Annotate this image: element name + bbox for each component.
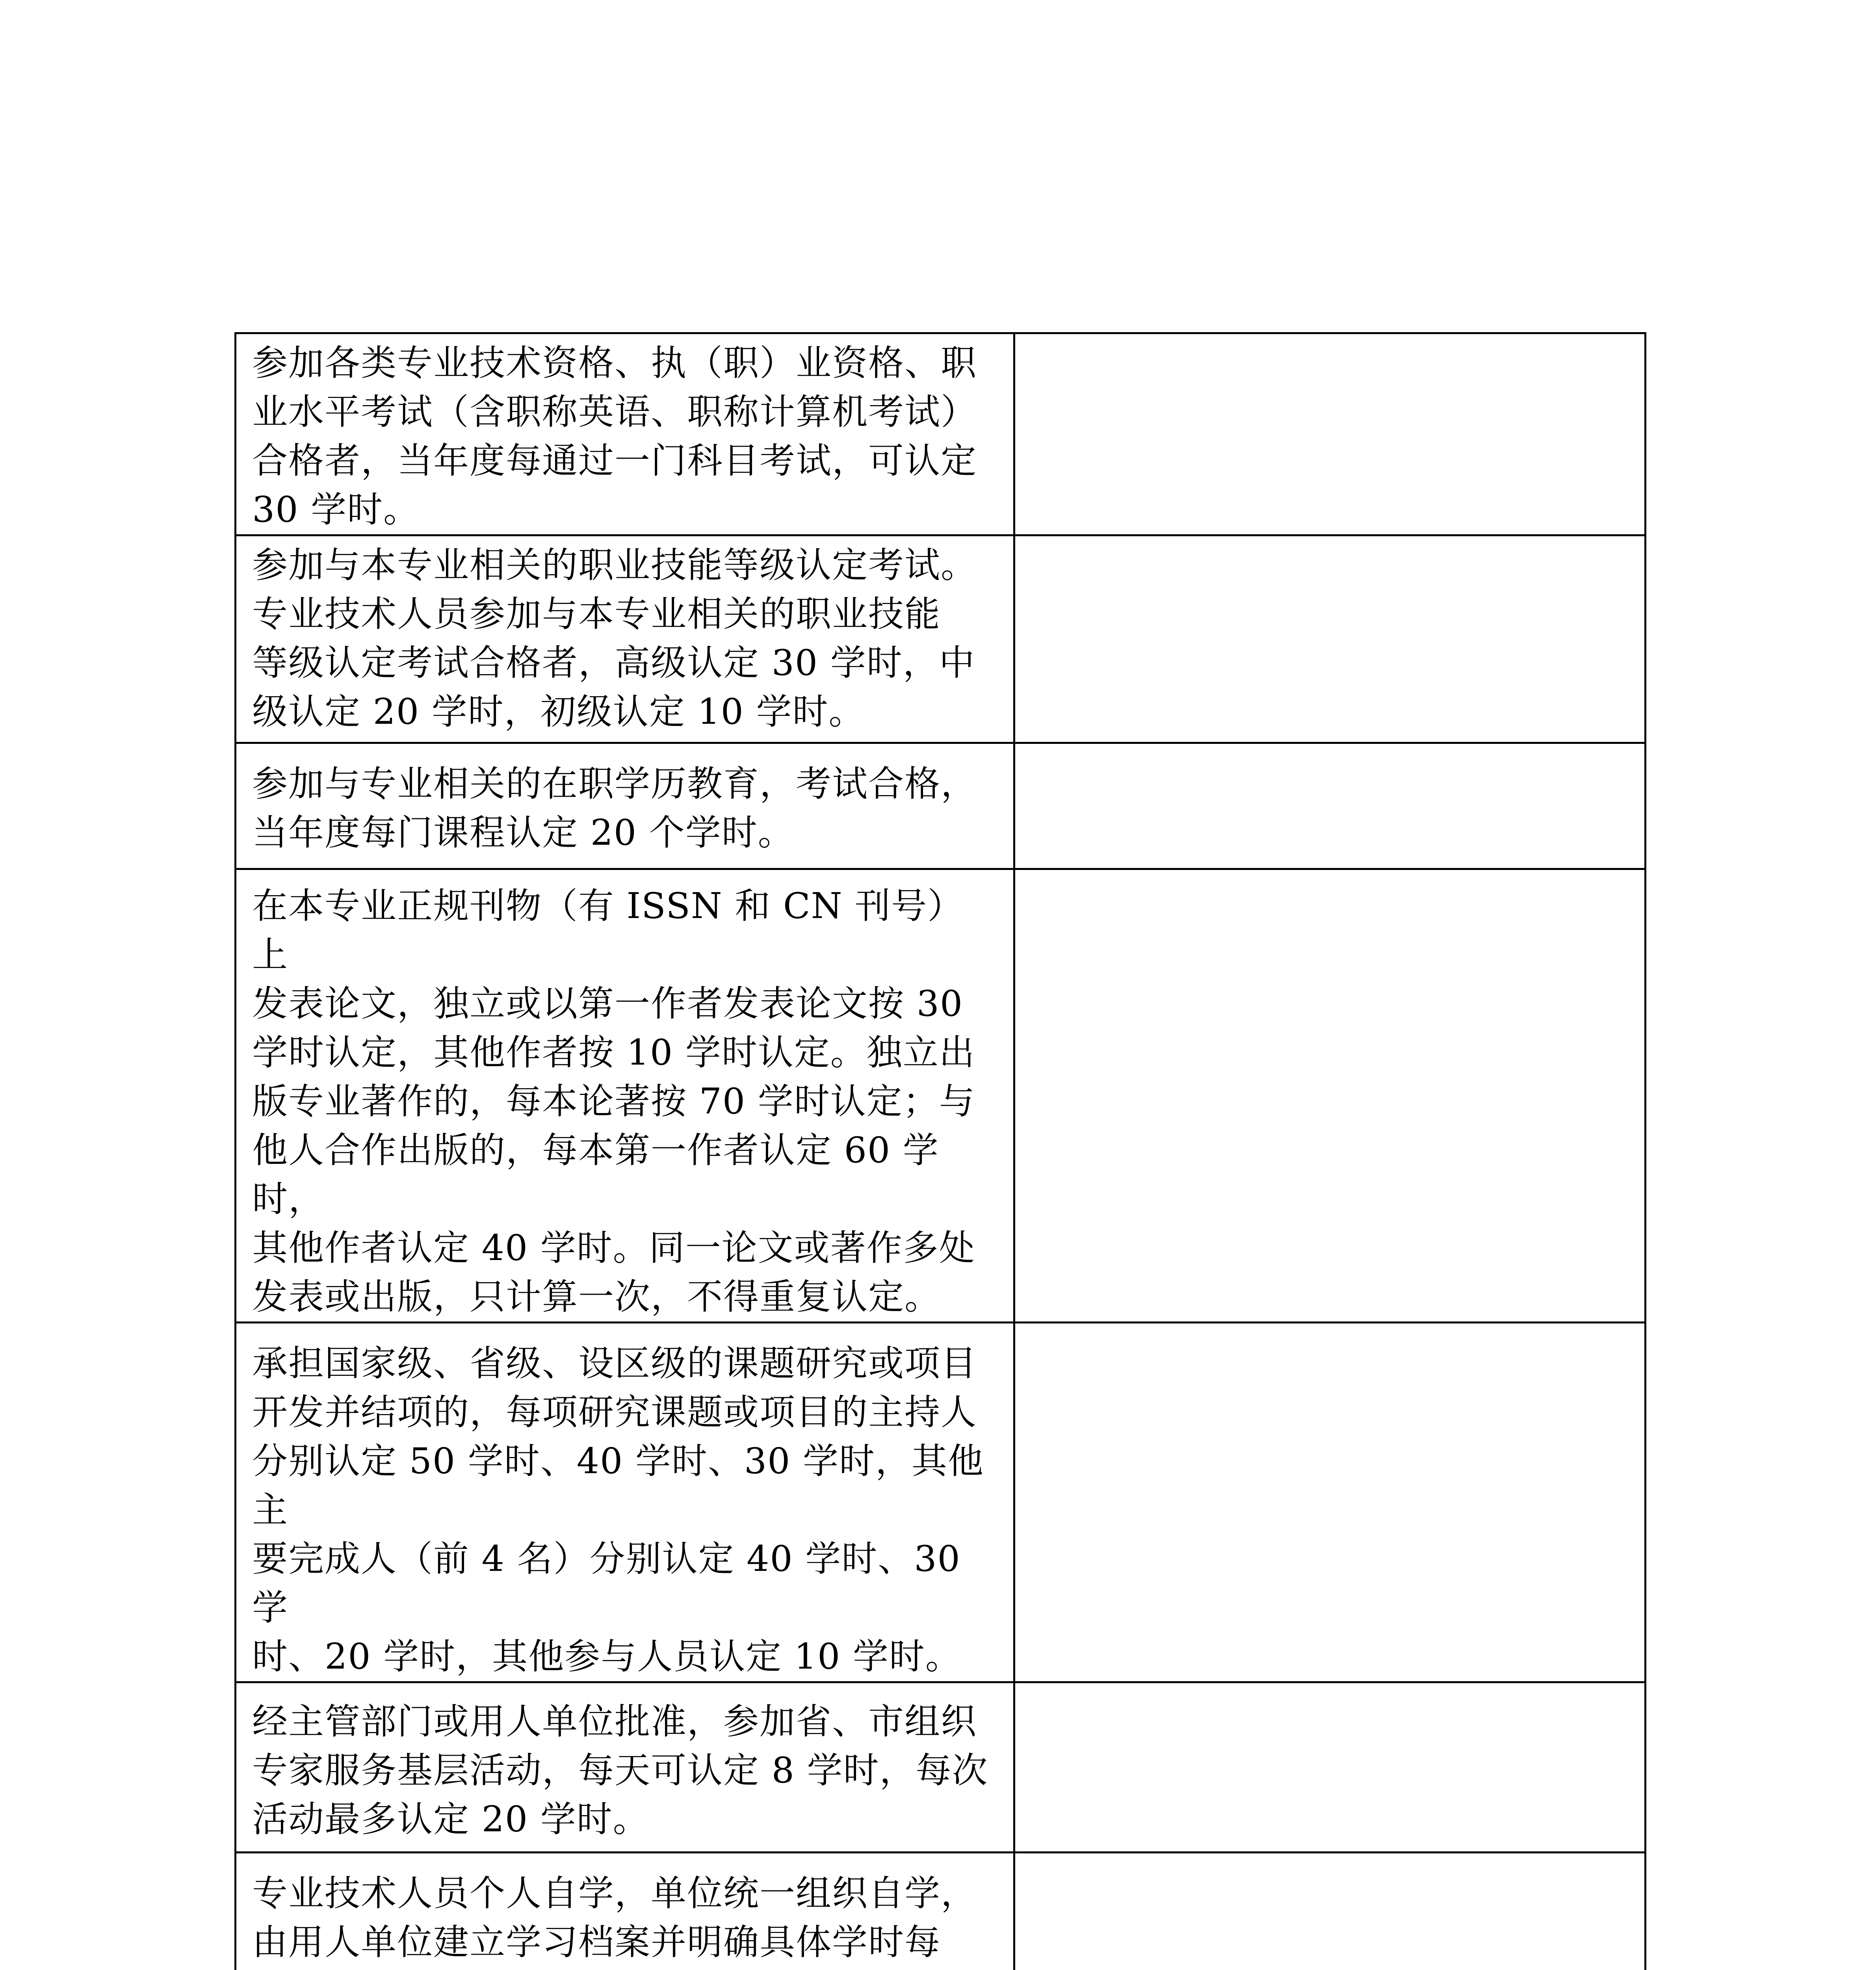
table-row <box>236 1853 1646 1970</box>
item-description-cell <box>236 869 1014 1323</box>
item-description-cell <box>236 333 1014 535</box>
item-description-cell <box>236 743 1014 869</box>
item-description: 在本专业正规刊物（有 ISSN 和 CN 刊号）上 发表论文，独立或以第一作者发表论文按 30 学时认定，其他作者按 10 学时认定。独立出 版专业著作的，每本论著按 70 学时认定；与 他人合作出版的，每本第一作者认定 60 学时， 其他作者认定 40 学时。同一论文或著作多处 发表或出版，只计算一次，不得重复认定。 <box>252 885 975 1318</box>
item-hours-cell[interactable] <box>1014 1323 1646 1682</box>
table-row <box>236 1323 1646 1682</box>
item-description: 参加各类专业技术资格、执（职）业资格、职 业水平考试（含职称英语、职称计算机考试） 合格者，当年度每通过一门科目考试，可认定 30 学时。 <box>252 342 977 530</box>
item-description: 参加与本专业相关的职业技能等级认定考试。 专业技术人员参加与本专业相关的职业技能 等级认定考试合格者，高级认定 30 学时，中 级认定 20 学时，初级认定 10 学时。 <box>252 545 977 732</box>
item-hours-cell[interactable] <box>1014 1682 1646 1853</box>
table-row <box>236 535 1646 743</box>
item-description: 经主管部门或用人单位批准，参加省、市组织 专家服务基层活动，每天可认定 8 学时，每次 活动最多认定 20 学时。 <box>252 1701 988 1840</box>
item-description: 参加与专业相关的在职学历教育，考试合格， 当年度每门课程认定 20 个学时。 <box>252 763 977 853</box>
table-row <box>236 1682 1646 1853</box>
item-description-cell <box>236 535 1014 743</box>
item-description: 专业技术人员个人自学，单位统一组织自学， 由用人单位建立学习档案并明确具体学时每 <box>252 1873 977 1963</box>
item-hours-cell[interactable] <box>1014 333 1646 535</box>
item-hours-value <box>1015 1323 1644 1328</box>
table-row <box>236 869 1646 1323</box>
item-description-cell <box>236 1682 1014 1853</box>
item-hours-value <box>1015 744 1644 749</box>
table-row <box>236 333 1646 535</box>
item-hours-value <box>1015 1683 1644 1688</box>
item-hours-cell[interactable] <box>1014 743 1646 869</box>
item-hours-cell[interactable] <box>1014 1853 1646 1970</box>
item-description-cell <box>236 1853 1014 1970</box>
study-hours-form-table <box>234 332 1646 1970</box>
item-hours-value <box>1015 1853 1644 1858</box>
item-hours-cell[interactable] <box>1014 869 1646 1323</box>
table-row <box>236 743 1646 869</box>
item-description: 承担国家级、省级、设区级的课题研究或项目 开发并结项的，每项研究课题或项目的主持人 分别认定 50 学时、40 学时、30 学时，其他主 要完成人（前 4 名）分别认定 40 学时、30 学 时、20 学时，其他参与人员认定 10 学时。 <box>252 1343 984 1677</box>
item-description-cell <box>236 1323 1014 1682</box>
item-hours-value <box>1015 870 1644 875</box>
item-hours-value <box>1015 334 1644 339</box>
item-hours-value <box>1015 536 1644 541</box>
item-hours-cell[interactable] <box>1014 535 1646 743</box>
